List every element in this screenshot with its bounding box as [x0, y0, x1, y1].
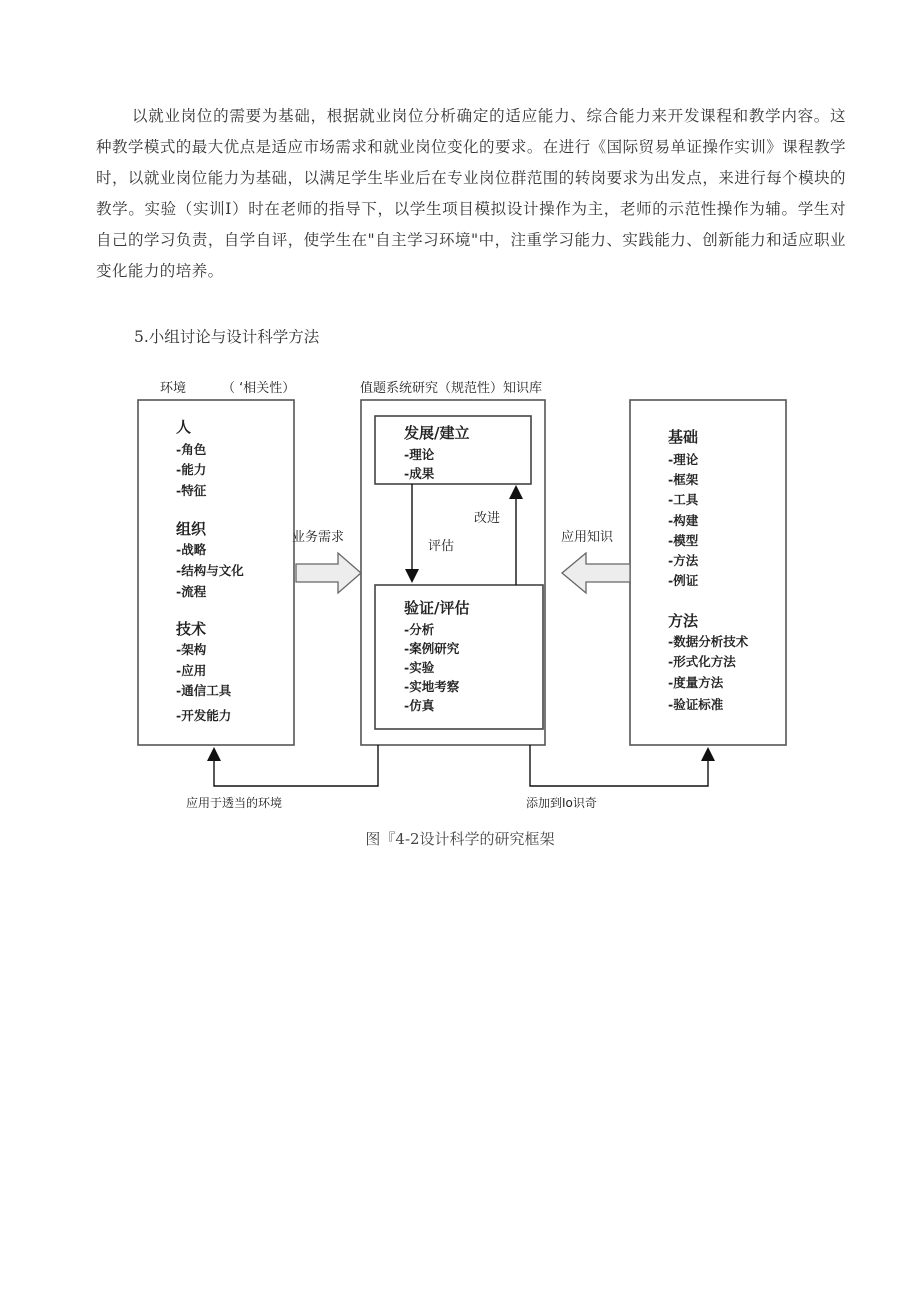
- design-science-framework-diagram: [0, 370, 920, 820]
- add-knowledge-loop: [530, 745, 708, 786]
- env-group-people-heading: 人: [176, 418, 192, 436]
- kb-foundation-item: -框架: [668, 472, 699, 487]
- env-tech-item: -开发能力: [176, 708, 232, 723]
- kb-foundation-item: -方法: [668, 553, 699, 568]
- env-tech-item: -架构: [176, 642, 207, 657]
- verify-item: -分析: [404, 622, 435, 637]
- kb-method-item: -数据分析技术: [668, 634, 749, 649]
- develop-item: -成果: [404, 466, 435, 481]
- env-tech-item: -应用: [176, 663, 207, 678]
- assess-label: 评估: [428, 539, 455, 554]
- verify-item: -实地考察: [404, 679, 460, 694]
- env-people-item: -特征: [176, 483, 207, 498]
- env-org-item: -结构与文化: [176, 563, 244, 578]
- develop-heading: 发展/建立: [404, 424, 470, 442]
- kb-foundation-item: -工具: [668, 492, 699, 507]
- verify-item: -实验: [404, 660, 435, 675]
- add-knowledge-label: 添加到Io识奇: [526, 796, 597, 810]
- business-need-label: 业务需求: [292, 530, 345, 545]
- kb-foundation-item: -例证: [668, 573, 699, 588]
- kb-foundation-item: -模型: [668, 533, 699, 548]
- body-paragraph: 以就业岗位的需要为基础，根据就业岗位分析确定的适应能力、综合能力来开发课程和教学内容。这种教学模式的最大优点是适应市场需求和就业岗位变化的要求。在进行《国际贸易单证操作实训》课程教学时，以就业岗位能力为基础，以满足学生毕业后在专业岗位群范围的转岗要求为出发点，来进行每个模块的教学。实验（实训Ⅰ）时在老师的指导下，以学生项目模拟设计操作为主，老师的示范性操作为辅。学生对自己的学习负责，自学自评，使学生在"自主学习环境"中，注重学习能力、实践能力、创新能力和适应职业变化能力的培养。: [96, 107, 846, 280]
- env-group-tech-heading: 技术: [176, 620, 207, 638]
- environment-title: 环境: [160, 381, 187, 396]
- kb-method-item: -度量方法: [668, 675, 724, 690]
- kb-foundation-heading: 基础: [668, 428, 699, 446]
- business-need-arrow: [296, 553, 361, 593]
- env-group-org-heading: 组织: [176, 520, 207, 538]
- improve-label: 改进: [474, 511, 501, 526]
- kb-method-item: -形式化方法: [668, 654, 736, 669]
- figure-caption: 图『4-2设计科学的研究框架: [365, 830, 555, 848]
- knowledge-base-title: 值题系统研究（规范性）知识库: [360, 381, 543, 396]
- apply-environment-loop: [214, 745, 378, 786]
- section-heading: 5.小组讨论与设计科学方法: [134, 328, 320, 346]
- env-tech-item: -通信工具: [176, 683, 232, 698]
- verify-item: -仿真: [404, 698, 435, 713]
- verify-heading: 验证/评估: [404, 599, 470, 617]
- verify-item: -案例研究: [404, 641, 460, 656]
- env-org-item: -战略: [176, 542, 207, 557]
- kb-method-item: -验证标准: [668, 697, 724, 712]
- env-org-item: -流程: [176, 584, 207, 599]
- relevance-label: （ ‘相关性）: [222, 381, 296, 396]
- kb-method-heading: 方法: [668, 612, 699, 630]
- knowledge-box: [630, 400, 786, 745]
- kb-foundation-item: -理论: [668, 452, 699, 467]
- kb-foundation-item: -构建: [668, 513, 699, 528]
- env-people-item: -角色: [176, 442, 207, 457]
- env-people-item: -能力: [176, 462, 207, 477]
- apply-knowledge-label: 应用知识: [561, 530, 614, 545]
- apply-knowledge-arrow: [562, 553, 630, 593]
- apply-environment-label: 应用于透当的环境: [186, 796, 283, 810]
- develop-item: -理论: [404, 447, 435, 462]
